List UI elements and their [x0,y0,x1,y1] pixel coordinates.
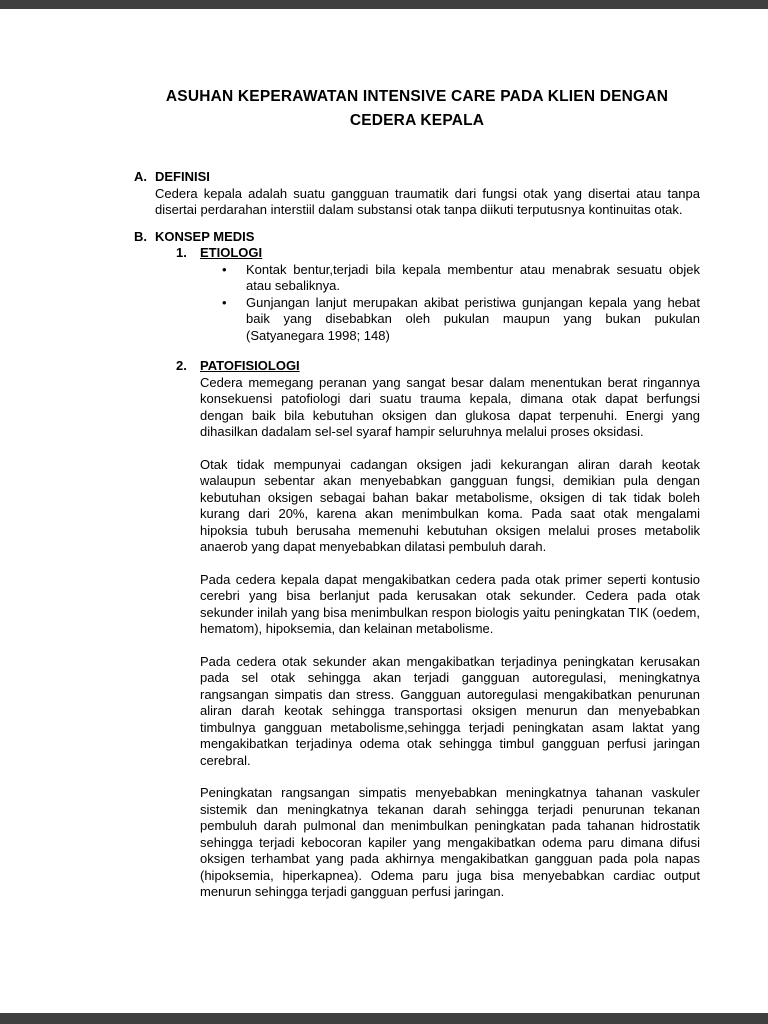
patofisiologi-paragraph-1: Cedera memegang peranan yang sangat besar dalam menentukan berat ringannya konsekuensi patofiologi dari suatu trauma kepala, dimana otak dapat berfungsi dengan baik bila kebutuhan oksigen dan glukosa dapat terpenuhi. Energi yang dihasilkan dadalam sel-sel syaraf hampir seluruhnya melalui proses oksidasi. [200,374,700,439]
page-title-line-1: ASUHAN KEPERAWATAN INTENSIVE CARE PADA KLIEN DENGAN [165,88,669,105]
patofisiologi-paragraph-2: Otak tidak mempunyai cadangan oksigen jadi kekurangan aliran darah keotak walaupun sebentar akan menyebabkan gangguan fungsi, demikian pula dengan kebutuhan oksigen sebagai bahan bakar metabolisme, oksigen di tak tidak boleh kurang dari 20%, karena akan menimbulkan koma. Pada saat otak mengalami hipoksia tubuh berusaha memenuhi kebutuhan oksigen melalui proses metabolik anaerob yang dapat menyebabkan dilatasi pembuluh darah. [200,456,700,554]
patofisiologi-paragraph-4: Pada cedera otak sekunder akan mengakibatkan terjadinya peningkatan kerusakan pada sel otak sehingga akan terjadi gangguan autoregulasi, meningkatnya rangsangan simpatis dan stress. Gangguan autoregulasi mengakibatkan penurunan aliran darah keotak sehingga transportasi oksigen menurun dan menyebabkan timbulnya gangguan metabolisme,sehingga terjadi peningkatan asam laktat yang mengakibatkan terjadinya odema otak sehingga timbul gangguan perfusi jaringan cerebral. [200,653,700,768]
definition-paragraph: Cedera kepala adalah suatu gangguan traumatik dari fungsi otak yang disertai atau tanpa disertai perdarahan interstiil dalam substansi otak tanpa diikuti terputusnya kontinuitas otak. [155,185,700,217]
etiologi-bullet-2: Gunjangan lanjut merupakan akibat peristiwa gunjangan kepala yang hebat baik yang disebabkan oleh pukulan maupun yang bukan pukulan (Satyanegara 1998; 148) [246,294,700,343]
patofisiologi-number: 2. [176,358,187,373]
patofisiologi-heading: PATOFISIOLOGI [200,358,300,373]
page-title-line-2: CEDERA KEPALA [349,112,485,129]
patofisiologi-paragraph-3: Pada cedera kepala dapat mengakibatkan cedera pada otak primer seperti kontusio cerebri yang bisa berlanjut pada kerusakan otak sekunder. Cedera pada otak sekunder inilah yang bisa menimbulkan respon biologis yaitu peningkatan TIK (oedem, hematom), hipoksemia, dan kelainan metabolisme. [200,571,700,636]
etiologi-heading-row [176,245,700,262]
section-a-label: A. [134,169,147,184]
etiologi-bullet-1: Kontak bentur,terjadi bila kepala membentur atau menabrak sesuatu objek atau sebaliknya. [246,261,700,293]
section-b-heading: KONSEP MEDIS [155,228,255,244]
section-a-heading: DEFINISI [155,169,210,184]
list-item [222,262,700,295]
bullet-dot-icon: • [222,294,227,310]
etiologi-heading: ETIOLOGI [200,245,263,260]
document-page [0,9,768,1013]
section-b-heading-row [134,229,700,246]
section-spacer [134,344,700,358]
patofisiologi-paragraph-5: Peningkatan rangsangan simpatis menyebabkan meningkatnya tahanan vaskuler sistemik dan meningkatnya tekanan darah sehingga terjadi penurunan tekanan pembuluh darah pulmonal dan menimbulkan peningkatan pada tahanan hidrostatik sehingga terjadi kebocoran kapiler yang mengakibatkan odema paru dimana difusi oksigen terhambat yang pada akhirnya mengakibatkan gangguan pada pola napas (hipoksemia, hiperkapnea). Odema paru juga bisa menyebabkan cardiac output menurun sehingga terjadi gangguan perfusi jaringan. [200,785,700,899]
list-item [222,295,700,345]
etiologi-number: 1. [176,245,187,260]
patofisiologi-heading-row [176,358,700,375]
bullet-dot-icon: • [222,261,227,277]
section-b-label: B. [134,228,147,244]
page-title [134,85,700,133]
etiologi-bullet-list [222,262,700,345]
section-a-heading-row [134,169,700,186]
